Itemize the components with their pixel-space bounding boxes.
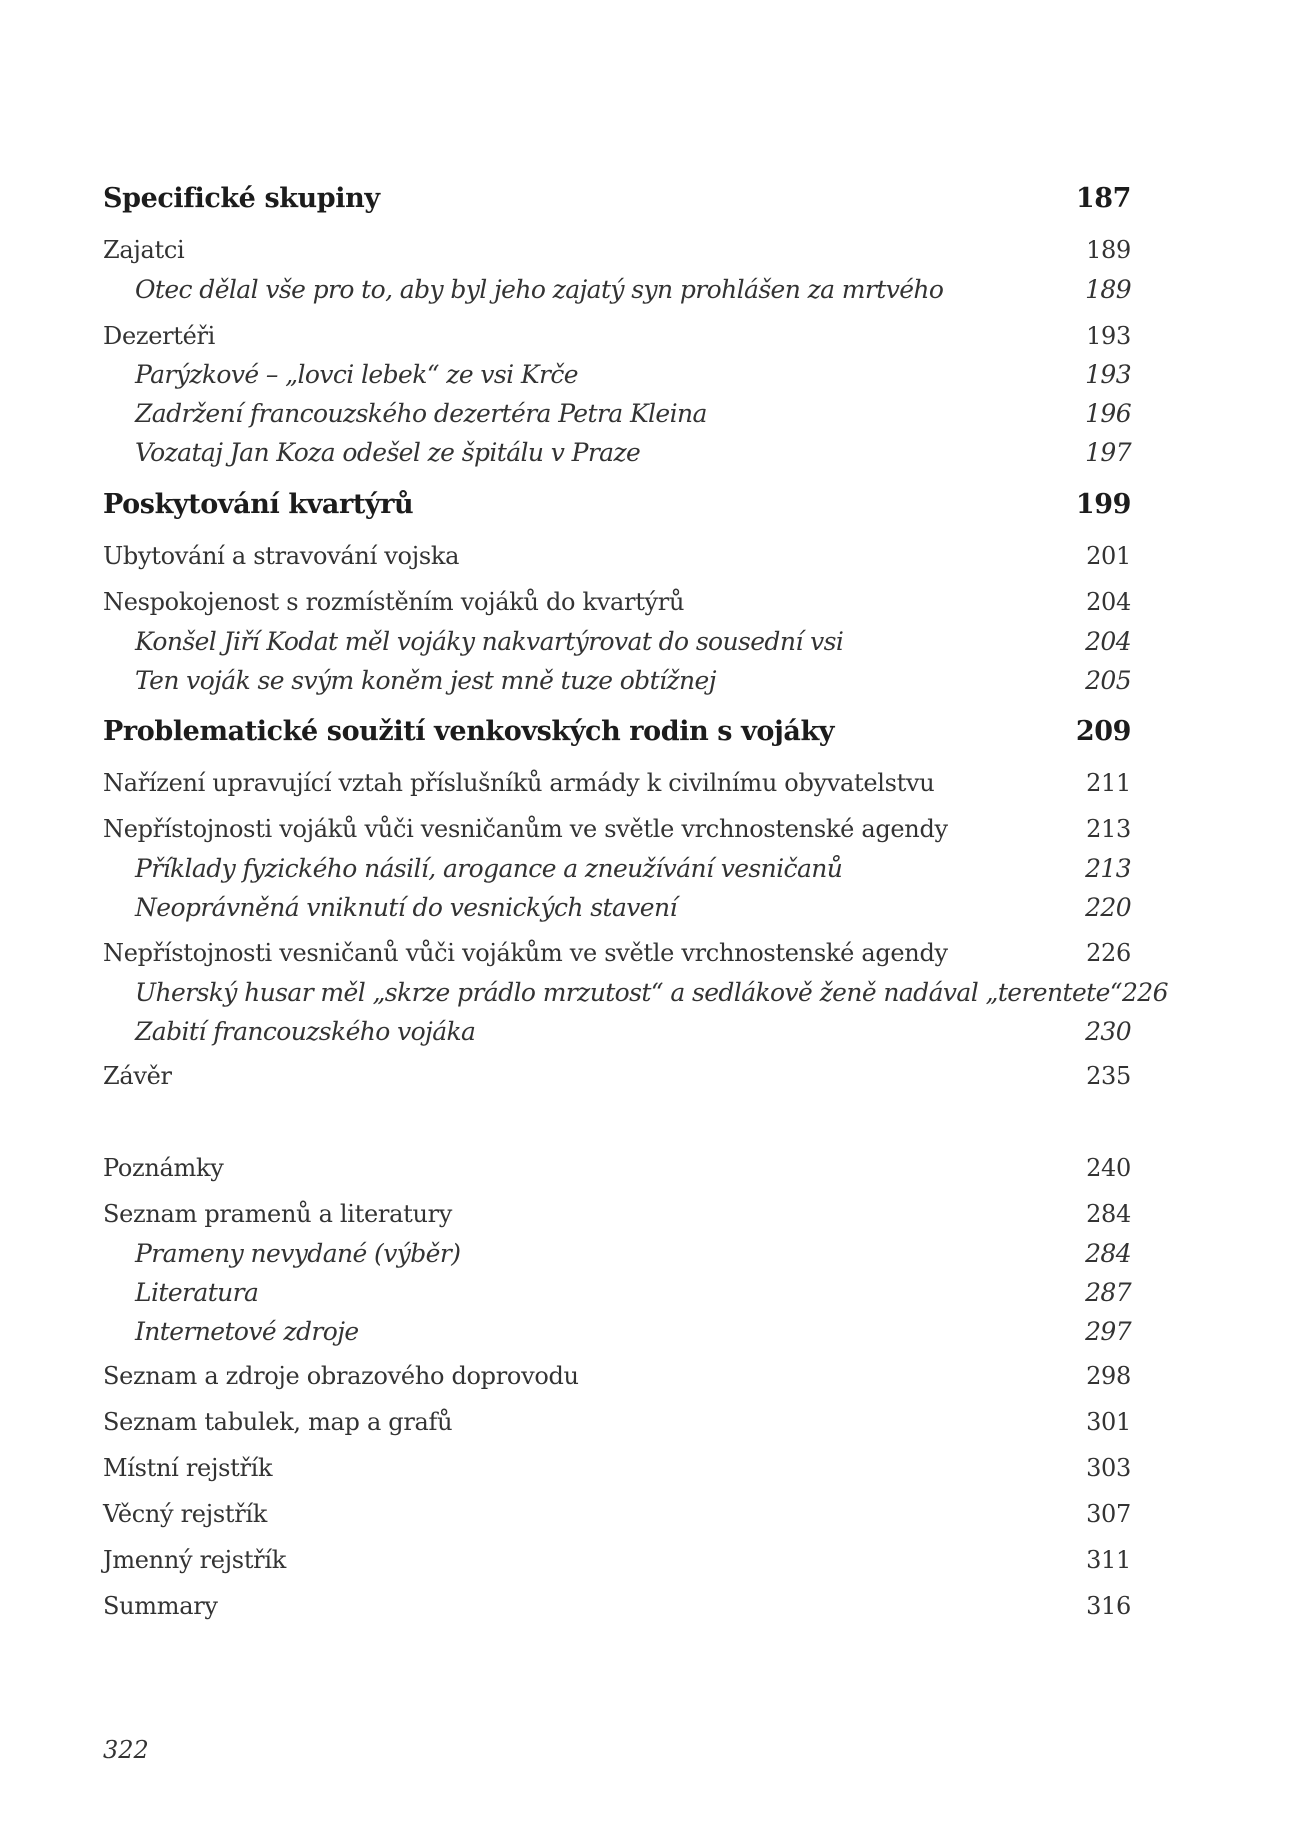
toc-entry-page: 230 (1085, 1017, 1131, 1046)
toc-entry-title: Ten voják se svým koněm jest mně tuze obtížnej (135, 666, 716, 695)
toc-entry-title: Zabití francouzského vojáka (135, 1017, 476, 1046)
toc-entry-page: 211 (1086, 769, 1131, 797)
toc-section[interactable] (103, 769, 1131, 797)
toc-entry-page: 226 (1086, 939, 1131, 967)
toc-entry-page: 303 (1086, 1454, 1131, 1482)
toc-subsection[interactable] (103, 978, 1168, 1007)
toc-entry-title: Prameny nevydané (výběr) (135, 1239, 461, 1268)
toc-entry-title: Seznam tabulek, map a grafů (103, 1408, 453, 1436)
toc-entry-title: Otec dělal vše pro to, aby byl jeho zajatý syn prohlášen za mrtvého (135, 275, 944, 304)
toc-entry-title: Seznam a zdroje obrazového doprovodu (103, 1362, 579, 1390)
toc-subsection[interactable] (103, 893, 1131, 922)
toc-entry-page: 209 (1075, 716, 1131, 747)
toc-entry-title: Summary (103, 1592, 218, 1620)
toc-entry-title: Poznámky (103, 1154, 224, 1182)
toc-chapter[interactable] (103, 489, 1131, 520)
toc-section[interactable] (103, 1408, 1131, 1436)
toc-entry-page: 196 (1085, 399, 1131, 428)
toc-entry-page: 199 (1075, 489, 1131, 520)
toc-entry-title: Nepřístojnosti vojáků vůči vesničanům ve světle vrchnostenské agendy (103, 815, 948, 843)
toc-entry-title: Jmenný rejstřík (103, 1546, 286, 1574)
toc-entry-page: 235 (1086, 1062, 1131, 1090)
toc-entry-page: 316 (1086, 1592, 1131, 1620)
toc-section[interactable] (103, 1454, 1131, 1482)
toc-subsection[interactable] (103, 1317, 1131, 1346)
toc-entry-title: Dezertéři (103, 322, 216, 350)
toc-section[interactable] (103, 1062, 1131, 1090)
toc-subsection[interactable] (103, 1239, 1131, 1268)
toc-entry-title: Vozataj Jan Koza odešel ze špitálu v Praze (135, 438, 641, 467)
toc-section[interactable] (103, 1592, 1131, 1620)
toc-entry-title: Závěr (103, 1062, 172, 1090)
toc-section[interactable] (103, 939, 1131, 967)
toc-entry-title: Nařízení upravující vztah příslušníků armády k civilnímu obyvatelstvu (103, 769, 935, 797)
toc-entry-page: 301 (1086, 1408, 1131, 1436)
toc-entry-page: 240 (1086, 1154, 1131, 1182)
toc-entry-title: Uherský husar měl „skrze prádlo mrzutost“ a sedlákově ženě nadával „terentete“ (135, 978, 1122, 1007)
toc-entry-page: 213 (1085, 854, 1131, 883)
toc-entry-page: 284 (1086, 1200, 1131, 1228)
toc-entry-page: 189 (1085, 275, 1131, 304)
page-number: 322 (103, 1736, 149, 1764)
toc-entry-title: Seznam pramenů a literatury (103, 1200, 453, 1228)
toc-entry-title: Věcný rejstřík (103, 1500, 267, 1528)
toc-section[interactable] (103, 322, 1131, 350)
toc-section[interactable] (103, 588, 1131, 616)
toc-section[interactable] (103, 1500, 1131, 1528)
toc-entry-page: 213 (1086, 815, 1131, 843)
toc-entry-page: 311 (1086, 1546, 1131, 1574)
toc-subsection[interactable] (103, 1278, 1131, 1307)
toc-entry-page: 298 (1086, 1362, 1131, 1390)
toc-entry-title: Nespokojenost s rozmístěním vojáků do kvartýrů (103, 588, 685, 616)
toc-subsection[interactable] (103, 627, 1131, 656)
toc-entry-page: 284 (1085, 1239, 1131, 1268)
toc-entry-title: Neoprávněná vniknutí do vesnických stavení (135, 893, 677, 922)
toc-entry-page: 189 (1086, 236, 1131, 264)
toc-subsection[interactable] (103, 399, 1131, 428)
toc-entry-title: Konšel Jiří Kodat měl vojáky nakvartýrovat do sousední vsi (135, 627, 844, 656)
toc-entry-title: Zadržení francouzského dezertéra Petra Kleina (135, 399, 707, 428)
toc-subsection[interactable] (103, 1017, 1131, 1046)
toc-entry-page: 204 (1085, 627, 1131, 656)
toc-section[interactable] (103, 1154, 1131, 1182)
toc-section[interactable] (103, 1362, 1131, 1390)
toc-entry-title: Specifické skupiny (103, 183, 380, 214)
toc-entry-page: 193 (1086, 322, 1131, 350)
toc-entry-title: Parýzkové – „lovci lebek“ ze vsi Krče (135, 360, 578, 389)
toc-section[interactable] (103, 542, 1131, 570)
toc-entry-title: Příklady fyzického násilí, arogance a zneužívání vesničanů (135, 854, 843, 883)
toc-entry-page: 197 (1085, 438, 1131, 467)
toc-section[interactable] (103, 1546, 1131, 1574)
toc-entry-title: Ubytování a stravování vojska (103, 542, 460, 570)
toc-section[interactable] (103, 815, 1131, 843)
toc-entry-page: 201 (1086, 542, 1131, 570)
toc-entry-title: Zajatci (103, 236, 185, 264)
toc-entry-page: 287 (1085, 1278, 1131, 1307)
toc-subsection[interactable] (103, 360, 1131, 389)
toc-entry-title: Nepřístojnosti vesničanů vůči vojákům ve světle vrchnostenské agendy (103, 939, 948, 967)
toc-section[interactable] (103, 236, 1131, 264)
toc-entry-page: 307 (1086, 1500, 1131, 1528)
toc-section[interactable] (103, 1200, 1131, 1228)
toc-chapter[interactable] (103, 716, 1131, 747)
toc-entry-title: Problematické soužití venkovských rodin s vojáky (103, 716, 835, 747)
toc-subsection[interactable] (103, 275, 1131, 304)
toc-subsection[interactable] (103, 438, 1131, 467)
toc-entry-page: 226 (1121, 978, 1168, 1007)
toc-entry-title: Literatura (135, 1278, 259, 1307)
toc-chapter[interactable] (103, 183, 1131, 214)
toc-entry-title: Internetové zdroje (135, 1317, 359, 1346)
toc-entry-title: Poskytování kvartýrů (103, 489, 414, 520)
toc-entry-page: 220 (1085, 893, 1131, 922)
toc-entry-page: 205 (1085, 666, 1131, 695)
toc-entry-page: 204 (1086, 588, 1131, 616)
toc-entry-title: Místní rejstřík (103, 1454, 273, 1482)
toc-subsection[interactable] (103, 666, 1131, 695)
toc-entry-page: 193 (1085, 360, 1131, 389)
toc-subsection[interactable] (103, 854, 1131, 883)
toc-entry-page: 187 (1075, 183, 1131, 214)
toc-entry-page: 297 (1085, 1317, 1131, 1346)
